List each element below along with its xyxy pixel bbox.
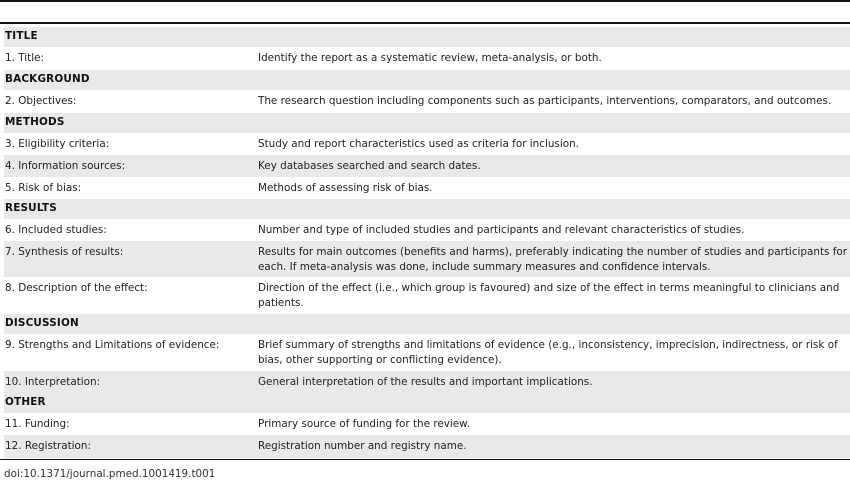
- table-row: [4, 90, 850, 112]
- item-description: Identify the report as a systematic review, meta-analysis, or both.: [258, 52, 602, 64]
- section-heading: TITLE: [5, 30, 38, 42]
- item-label: 8. Description of the effect:: [5, 282, 148, 294]
- doi-footer: doi:10.1371/journal.pmed.1001419.t001: [4, 468, 216, 480]
- item-description: Key databases searched and search dates.: [258, 160, 481, 172]
- item-description: Number and type of included studies and participants and relevant characteristics of studies.: [258, 224, 745, 236]
- table-row: [4, 219, 850, 241]
- section-results: [4, 199, 850, 219]
- item-description: Registration number and registry name.: [258, 440, 467, 452]
- section-heading: OTHER: [5, 396, 46, 408]
- item-label: 1. Title:: [5, 52, 44, 64]
- table-row: [4, 155, 850, 177]
- table-row: [4, 241, 850, 277]
- table-row: [4, 47, 850, 69]
- table-row: [4, 413, 850, 435]
- section-heading: METHODS: [5, 116, 65, 128]
- section-other: [4, 393, 850, 413]
- item-label: 9. Strengths and Limitations of evidence:: [5, 339, 220, 351]
- table-top-rule: [0, 0, 850, 2]
- section-background: [4, 70, 850, 90]
- section-heading: BACKGROUND: [5, 73, 90, 85]
- item-label: 4. Information sources:: [5, 160, 126, 172]
- table-bottom-rule: [0, 459, 850, 460]
- item-description: Direction of the effect (i.e., which group is favoured) and size of the effect in terms meaningful to clinicians and patients.: [258, 282, 840, 309]
- item-description: The research question including components such as participants, interventions, comparators, and outcomes.: [258, 95, 832, 107]
- item-description: General interpretation of the results and important implications.: [258, 376, 593, 388]
- section-heading: RESULTS: [5, 202, 57, 214]
- table-row: [4, 177, 850, 199]
- table-row: [4, 133, 850, 155]
- table-row: [4, 277, 850, 313]
- section-methods: [4, 113, 850, 133]
- item-label: 12. Registration:: [5, 440, 91, 452]
- item-label: 10. Interpretation:: [5, 376, 101, 388]
- item-label: 2. Objectives:: [5, 95, 77, 107]
- item-label: 11. Funding:: [5, 418, 70, 430]
- item-label: 7. Synthesis of results:: [5, 246, 124, 258]
- table-row: [4, 435, 850, 458]
- table-row: [4, 334, 850, 371]
- item-description: Brief summary of strengths and limitations of evidence (e.g., inconsistency, imprecision, indirectness, or risk of bias, other supporting or conflicting evidence).: [258, 339, 838, 366]
- item-label: 3. Eligibility criteria:: [5, 138, 110, 150]
- section-title: [4, 27, 850, 47]
- section-discussion: [4, 314, 850, 334]
- table-header-rule: [0, 22, 850, 24]
- item-label: 6. Included studies:: [5, 224, 107, 236]
- item-description: Methods of assessing risk of bias.: [258, 182, 433, 194]
- section-heading: DISCUSSION: [5, 317, 79, 329]
- item-description: Primary source of funding for the review.: [258, 418, 471, 430]
- item-description: Study and report characteristics used as criteria for inclusion.: [258, 138, 579, 150]
- item-label: 5. Risk of bias:: [5, 182, 82, 194]
- table-row: [4, 371, 850, 393]
- item-description: Results for main outcomes (benefits and harms), preferably indicating the number of studies and participants for each. If meta-analysis was done, include summary measures and confidence intervals.: [258, 246, 848, 273]
